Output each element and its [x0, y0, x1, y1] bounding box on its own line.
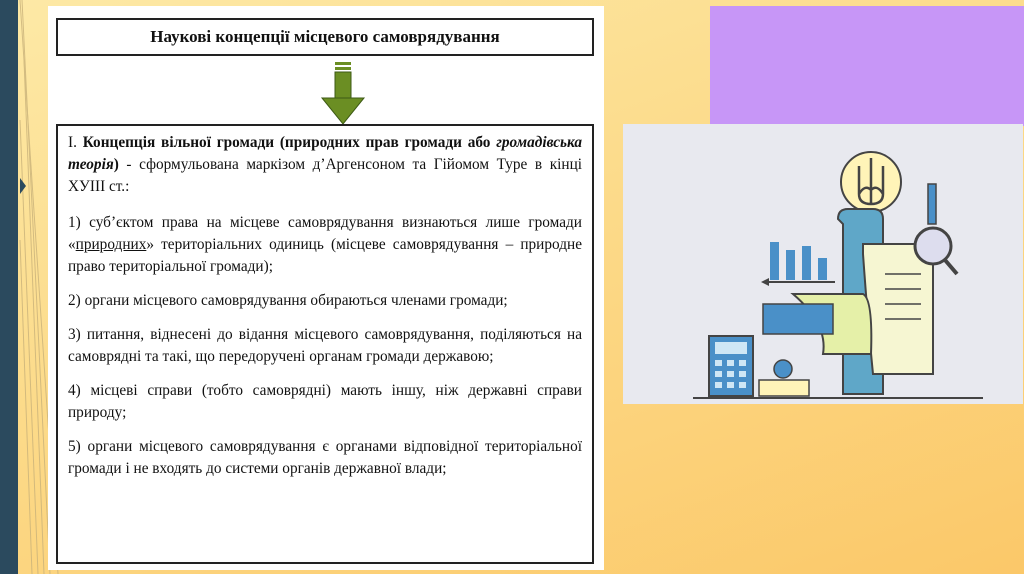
down-arrow-icon — [318, 58, 368, 128]
list-item: 4) місцеві справи (тобто самоврядні) мають іншу, ніж державні справи природу; — [68, 382, 582, 421]
purple-accent-block — [710, 6, 1024, 126]
document-title: Наукові концепції місцевого самоврядування — [56, 18, 594, 56]
list-item: 3) питання, віднесені до відання місцевого самоврядування, поділяються на самоврядні та такі, що передоручені органам громади державою; — [68, 326, 582, 365]
concept-description — [56, 124, 594, 564]
document-image — [48, 6, 604, 570]
concept-intro: І. Концепція вільної громади (природних прав громади або громадівська теорія) - сформульована маркізом д’Аргенсоном та Гійомом Туре в кінці ХУІІІ ст.: — [68, 134, 583, 195]
list-item: 2) органи місцевого самоврядування обираються членами громади; — [68, 292, 508, 309]
trident-emblem-icon — [841, 152, 901, 212]
list-item: 5) органи місцевого самоврядування є органами відповідної територіальної громади і не входять до системи органів державної влади; — [68, 438, 582, 477]
list-item: 1) суб’єктом права на місцеве самоврядування визнаються лише громади «природних» територіальних одиниць (місцеве самоврядування – природне право територіальної громади); — [68, 214, 582, 275]
documents-analytics-illustration — [623, 124, 1023, 404]
